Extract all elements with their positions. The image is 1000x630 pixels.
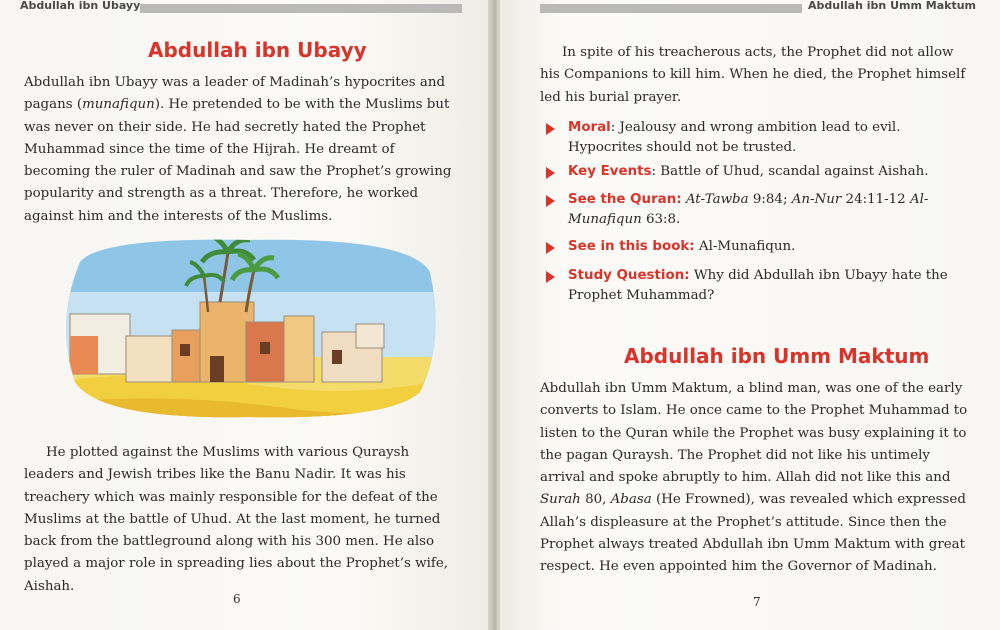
village-illustration xyxy=(60,232,440,422)
running-head-left: Abdullah ibn Ubayy xyxy=(20,0,141,12)
triangle-bullet-icon xyxy=(546,242,555,254)
page-number-right: 7 xyxy=(753,595,761,609)
triangle-bullet-icon xyxy=(546,271,555,283)
triangle-bullet-icon xyxy=(546,195,555,207)
header-rule-left xyxy=(140,4,462,13)
bullet-moral: Moral: Jealousy and wrong ambition lead to evil. Hypocrites should not be trusted. xyxy=(546,118,976,158)
bullet-key-events: Key Events: Battle of Uhud, scandal against Aishah. xyxy=(546,162,976,182)
triangle-bullet-icon xyxy=(546,167,555,179)
left-page xyxy=(0,0,492,630)
page-number-left: 6 xyxy=(233,592,241,606)
header-rule-right xyxy=(540,4,802,13)
triangle-bullet-icon xyxy=(546,123,555,135)
bullet-see-quran: See the Quran: At-Tawba 9:84; An-Nur 24:11-12 Al-Munafiqun 63:8. xyxy=(546,190,976,230)
running-head-right: Abdullah ibn Umm Maktum xyxy=(808,0,976,12)
page-title-right: Abdullah ibn Umm Maktum xyxy=(624,344,930,368)
bullet-see-book: See in this book: Al-Munafiqun. xyxy=(546,237,976,257)
right-page xyxy=(500,0,1000,630)
paragraph-umm-maktum: Abdullah ibn Umm Maktum, a blind man, was one of the early converts to Islam. He once came to the Prophet Muhammad to listen to the Quran while the Prophet was busy explaining it to the pagan Quraysh. The Prophet did not like his untimely arrival and spoke abruptly to him. Allah did not like this and Surah 80, Abasa (He Frowned), was revealed which expressed Allah’s displeasure at the Prophet’s attitude. Since then the Prophet always treated Abdullah ibn Umm Maktum with great respect. He even appointed him the Governor of Madinah. xyxy=(540,381,968,575)
paragraph-treachery: He plotted against the Muslims with various Quraysh leaders and Jewish tribes like the Banu Nadir. It was his treachery which was mainly responsible for the defeat of the Muslims at the battle of Uhud. At the last moment, he turned back from the battleground along with his 300 men. He also played a major role in spreading lies about the Prophet’s wife, Aishah. xyxy=(24,445,449,594)
page-title-left: Abdullah ibn Ubayy xyxy=(148,38,367,62)
bullet-study-question: Study Question: Why did Abdullah ibn Ubayy hate the Prophet Muhammad? xyxy=(546,266,976,306)
paragraph-burial: In spite of his treacherous acts, the Prophet did not allow his Companions to kill him. When he died, the Prophet himself led his burial prayer. xyxy=(540,45,966,105)
paragraph-intro: Abdullah ibn Ubayy was a leader of Madinah’s hypocrites and pagans (munafiqun). He pretended to be with the Muslims but was never on their side. He had secretly hated the Prophet Muhammad since the time of the Hijrah. He dreamt of becoming the ruler of Madinah and saw the Prophet’s growing popularity and strength as a threat. Therefore, he worked against him and the interests of the Muslims. xyxy=(24,75,452,224)
